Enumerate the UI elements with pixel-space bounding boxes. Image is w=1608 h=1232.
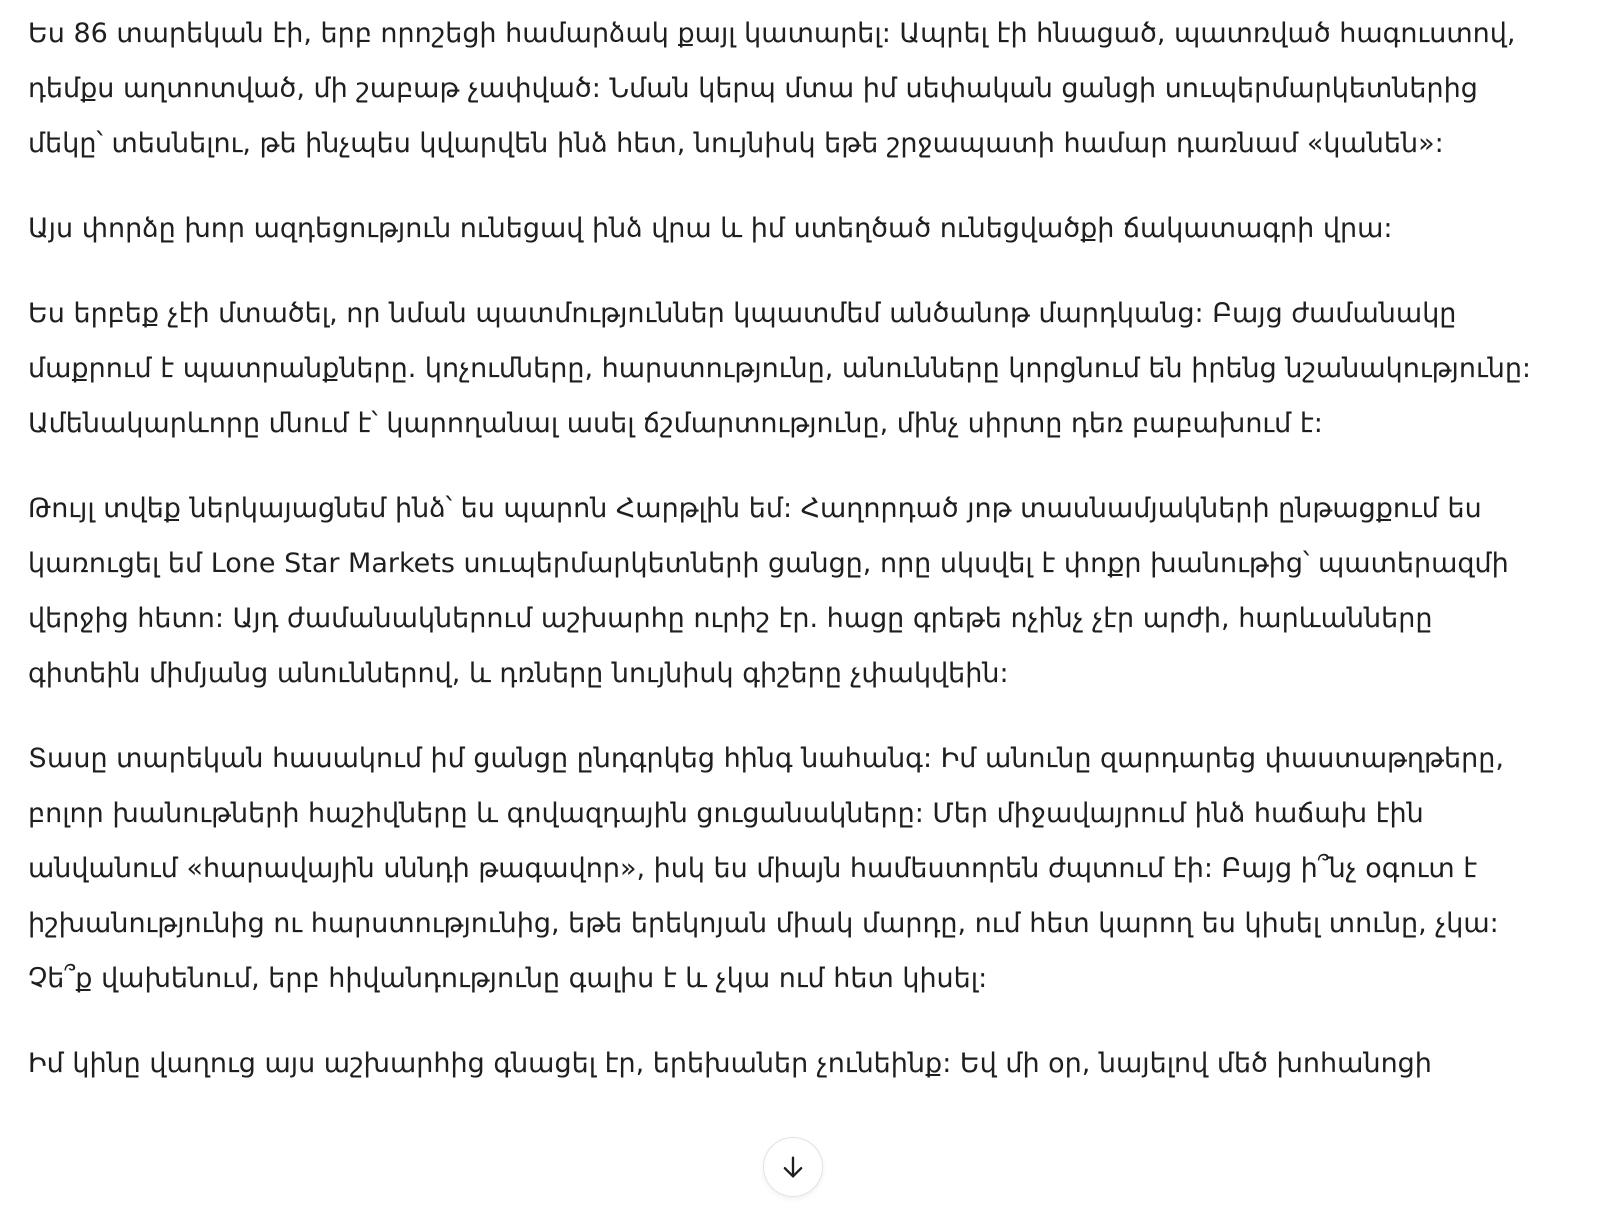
message-content (28, 6, 1548, 1121)
paragraph: Ես 86 տարեկան էի, երբ որոշեցի համարձակ քայլ կատարել: Ապրել էի հնացած, պատռված հագուստով, դեմքս աղտոտված, մի շաբաթ չափված: Նման կերպ մտա իմ սեփական ցանցի սուպերմարկետներից մեկը՝ տեսնելու, թե ինչպես կվարվեն ինձ հետ, նույնիսկ եթե շրջապատի համար դառնամ «կանեն»: (28, 18, 1516, 159)
paragraph: Թույլ տվեք ներկայացնեմ ինձ՝ ես պարոն Հարթլին եմ: Հաղորդած յոթ տասնամյակների ընթացքում ես կառուցել եմ Lone Star Markets սուպերմարկետների ցանցը, որը սկսվել է փոքր խանութից՝ պատերազմի վերջից հետո: Այդ ժամանակներում աշխարհը ուրիշ էր. հացը գրեթե ոչինչ չէր արժի, հարևանները գիտեին միմյանց անուններով, և դռները նույնիսկ գիշերը չփակվեին: (28, 493, 1509, 689)
paragraph: Այս փորձը խոր ազդեցություն ունեցավ ինձ վրա և իմ ստեղծած ունեցվածքի ճակատագրի վրա: (28, 213, 1393, 244)
paragraph: Իմ կինը վաղուց այս աշխարհից գնացել էր, երեխաներ չունեինք: Եվ մի օր, նայելով մեծ խոհանոցի (28, 1048, 1432, 1079)
paragraph: Ես երբեք չէի մտածել, որ նման պատմություններ կպատմեմ անծանոթ մարդկանց: Բայց ժամանակը մաքրում է պատրանքները. կոչումները, հարստությունը, անունները կորցնում են իրենց նշանակությունը: Ամենակարևորը մնում է՝ կարողանալ ասել ճշմարտությունը, մինչ սիրտը դեռ բաբախում է: (28, 298, 1532, 439)
scroll-to-bottom-button[interactable] (763, 1137, 823, 1197)
arrow-down-icon (779, 1153, 807, 1181)
paragraph: Տասը տարեկան հասակում իմ ցանցը ընդգրկեց հինգ նահանգ: Իմ անունը զարդարեց փաստաթղթերը, բոլոր խանութների հաշիվները և գովազդային ցուցանակները: Մեր միջավայրում ինձ հաճախ էին անվանում «հարավային սննդի թագավոր», իսկ ես միայն համեստորեն ժպտում էի: Բայց ի՞նչ օգուտ է իշխանությունից ու հարստությունից, եթե երեկոյան միակ մարդը, ում հետ կարող ես կիսել տունը, չկա: Չե՞ք վախենում, երբ հիվանդությունը գալիս է և չկա ում հետ կիսել: (28, 743, 1504, 994)
